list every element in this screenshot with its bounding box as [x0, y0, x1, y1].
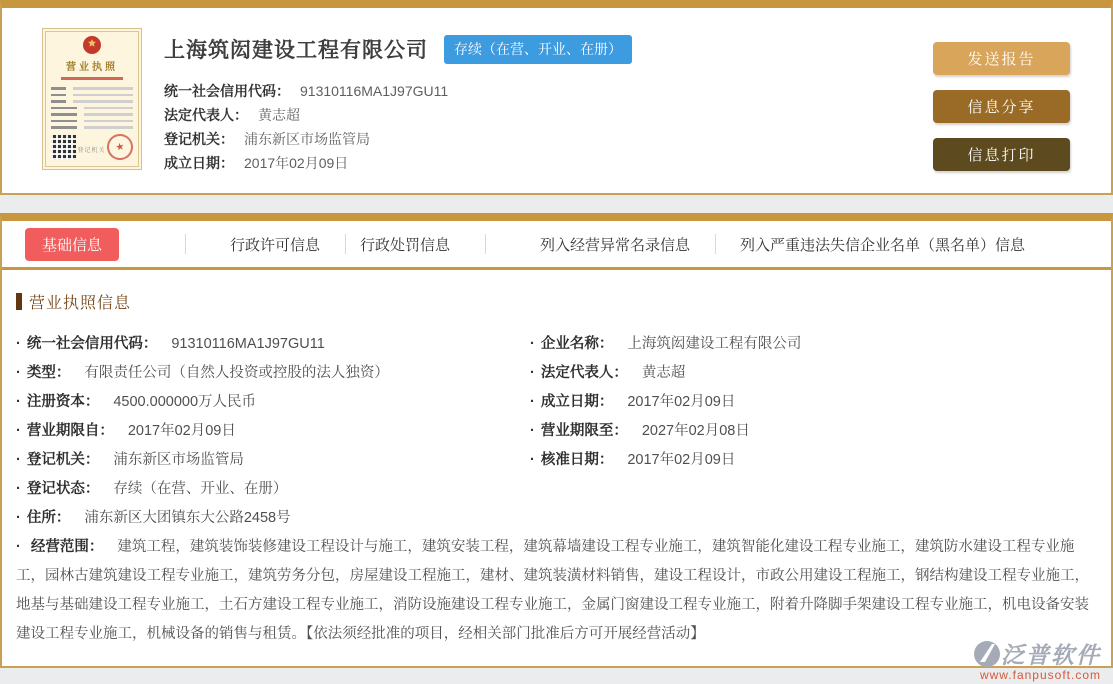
header-field-establish-date: 成立日期： 2017年02月09日 [164, 155, 349, 171]
tab-bar-gold-divider [2, 267, 1111, 270]
header-field-credit-code: 统一社会信用代码： 91310116MA1J97GU11 [164, 83, 449, 99]
license-text-row [51, 94, 133, 97]
tab-blacklist[interactable]: 列入严重违法失信企业名单（黑名单）信息 [740, 236, 1026, 254]
tab-divider [185, 234, 186, 254]
company-name-title: 上海筑闳建设工程有限公司 [164, 39, 428, 62]
fanpu-logo-icon [973, 640, 1001, 668]
header-field-legal-representative: 法定代表人： 黄志超 [164, 107, 300, 123]
fanpu-watermark [973, 637, 1101, 682]
tab-abnormal-operation-list[interactable]: 列入经营异常名录信息 [540, 236, 691, 254]
field-row-term-to: · 营业期限至： 2027年02月08日 [530, 417, 801, 446]
detail-card [0, 213, 1113, 682]
license-title: 营业执照 [66, 62, 118, 73]
license-red-line [61, 77, 123, 80]
field-row-term-from: · 营业期限自： 2017年02月09日 [16, 417, 1111, 446]
field-row-approval-date: · 核准日期： 2017年02月09日 [530, 446, 801, 475]
tab-divider [715, 234, 716, 254]
field-row-establish-date: · 成立日期： 2017年02月09日 [530, 388, 801, 417]
tab-basic-info[interactable]: 基础信息 [25, 228, 119, 261]
field-row-registration-status: · 登记状态： 存续（在营、开业、在册） [16, 475, 1111, 504]
company-header-card [0, 0, 1113, 195]
license-text-row [51, 87, 133, 90]
tab-bar [2, 221, 1111, 267]
license-red-seal-icon: ★ [105, 131, 136, 162]
tab-divider [345, 234, 346, 254]
header-field-registration-authority: 登记机关： 浦东新区市场监管局 [164, 131, 370, 147]
tab-administrative-license[interactable]: 行政许可信息 [230, 236, 321, 254]
section-marker-bar [16, 293, 22, 310]
license-text-row [51, 120, 133, 123]
license-text-row [51, 126, 133, 129]
print-info-button[interactable]: 信息打印 [933, 138, 1070, 171]
share-info-button[interactable]: 信息分享 [933, 90, 1070, 123]
license-qr-code [51, 135, 76, 160]
license-text-row [51, 113, 133, 116]
license-text-row [51, 107, 133, 110]
field-row-business-scope: · 经营范围： 建筑工程，建筑装饰装修建设工程设计与施工，建筑安装工程，建筑幕墙建设工程专业施工，建筑智能化建设工程专业施工，建筑防水建设工程专业施工，园林古建筑建设工程专业施工，建筑劳务分包，房屋建设工程施工，建材、建筑装潢材料销售，建设工程设计，市政公用建设工程施工，钢结构建设工程专业施工，地基与基础建设工程专业施工，土石方建设工程专业施工，消防设施建设工程专业施工，金属门窗建设工程专业施工，附着升降脚手架建设工程专业施工，机电设备安装建设工程专业施工，机械设备的销售与租赁。【依法须经批准的项目，经相关部门批准后方可开展经营活动】 [16, 533, 1095, 649]
field-row-company-name: · 企业名称： 上海筑闳建设工程有限公司 [530, 330, 801, 359]
license-registrar-label: 登记机关 [77, 147, 106, 154]
field-row-credit-code: · 统一社会信用代码： 91310116MA1J97GU11 [16, 330, 1111, 359]
field-row-company-type: · 类型： 有限责任公司（自然人投资或控股的法人独资） [16, 359, 1111, 388]
watermark-url[interactable]: www.fanpusoft.com [979, 668, 1101, 682]
status-badge: 存续（在营、开业、在册） [444, 35, 632, 64]
send-report-button[interactable]: 发送报告 [933, 42, 1070, 75]
watermark-brand: 泛普软件 [1001, 642, 1101, 668]
field-row-registered-capital: · 注册资本： 4500.000000万人民币 [16, 388, 1111, 417]
tab-administrative-penalty[interactable]: 行政处罚信息 [360, 236, 451, 254]
tab-divider [485, 234, 486, 254]
field-row-registration-authority: · 登记机关： 浦东新区市场监管局 [16, 446, 1111, 475]
national-emblem-icon [82, 36, 102, 55]
field-row-legal-representative: · 法定代表人： 黄志超 [530, 359, 801, 388]
business-license-image [42, 28, 142, 170]
field-row-address: · 住所： 浦东新区大团镇东大公路2458号 [16, 504, 1111, 533]
section-title: 营业执照信息 [29, 295, 132, 312]
license-text-row [51, 100, 133, 103]
